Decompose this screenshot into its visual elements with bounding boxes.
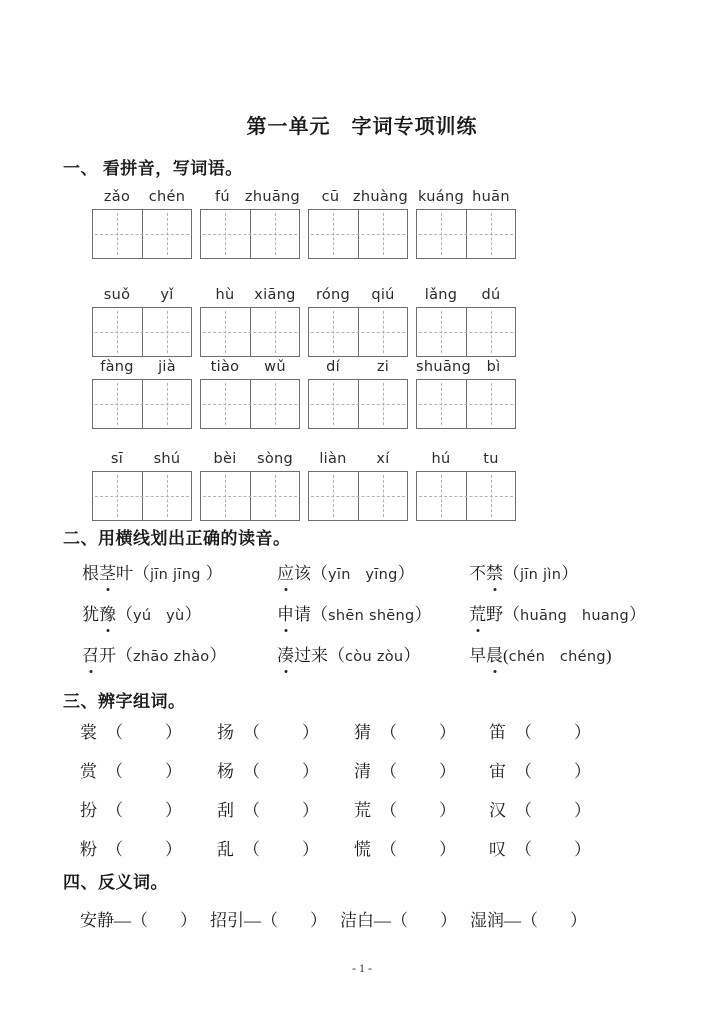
character: 宙 [489, 762, 506, 781]
writing-cell [309, 308, 358, 356]
close-paren: ） [205, 564, 223, 583]
pinyin-syllable: liàn [319, 451, 347, 467]
pronunciation-section [82, 561, 724, 670]
close-paren: ） [439, 801, 456, 820]
character: 裳 [80, 723, 97, 742]
pinyin-writing-group [92, 451, 192, 521]
pinyin-options: yīn yīng [328, 567, 398, 583]
pinyin-syllable: tu [483, 451, 499, 467]
pinyin-options: jīn jìn [520, 567, 562, 583]
antonym-item [210, 908, 327, 934]
dotted-char: 凑 [277, 643, 294, 669]
pinyin-grid-row-1 [92, 189, 724, 259]
pinyin-syllable: hú [431, 451, 451, 467]
pinyin-writing-group [200, 359, 300, 429]
section-2-heading: 二、用横线划出正确的读音。 [63, 529, 291, 548]
char-blank-item [489, 759, 724, 785]
close-paren: ） [165, 801, 182, 820]
close-paren: ) [605, 646, 612, 665]
pinyin-label [200, 287, 300, 307]
pinyin-syllable: xiāng [254, 287, 296, 303]
open-paren: （ [106, 762, 123, 781]
pinyin-syllable: xí [376, 451, 390, 467]
open-paren: （ [515, 762, 532, 781]
pinyin-syllable: fú [215, 189, 230, 205]
character: 粉 [80, 840, 97, 859]
close-paren: ） [165, 762, 182, 781]
character: 荒 [354, 801, 371, 820]
pinyin-syllable: róng [315, 287, 351, 303]
pinyin-syllable: bèi [213, 451, 237, 467]
character: 慌 [354, 840, 371, 859]
char-blank-item [80, 759, 217, 785]
pinyin-label [308, 287, 408, 307]
close-paren: ） [209, 646, 227, 665]
writing-grid [308, 307, 408, 357]
char-blank-item [217, 798, 354, 824]
close-paren: ） [574, 840, 591, 859]
dash: — [114, 911, 131, 930]
writing-cell [417, 308, 466, 356]
pinyin-grid-row-3 [92, 359, 724, 429]
word-text: 开 [99, 646, 116, 665]
open-paren: （ [243, 762, 260, 781]
writing-cell [358, 472, 408, 520]
pinyin-syllable: chén [148, 189, 186, 205]
open-paren: （ [116, 646, 133, 665]
open-paren: （ [515, 723, 532, 742]
pinyin-label [416, 287, 516, 307]
open-paren: （ [515, 840, 532, 859]
pinyin-syllable: huān [472, 189, 510, 205]
writing-grid [200, 307, 300, 357]
pinyin-writing-group [308, 287, 408, 357]
pinyin-writing-group [416, 189, 516, 259]
writing-cell [417, 472, 466, 520]
open-paren: （ [380, 762, 397, 781]
pinyin-label [92, 359, 192, 379]
word-text: 野 [486, 605, 503, 624]
pinyin-writing-group [92, 287, 192, 357]
pinyin-syllable: zhuāng [244, 189, 300, 205]
pronunciation-item [82, 561, 277, 588]
character: 叹 [489, 840, 506, 859]
word: 湿润 [470, 911, 504, 930]
open-paren: （ [521, 911, 538, 930]
pinyin-syllable: lǎng [424, 287, 458, 303]
word-text: 叶 [116, 564, 133, 583]
character: 笛 [489, 723, 506, 742]
writing-cell [250, 210, 300, 258]
character: 扬 [217, 723, 234, 742]
writing-cell [466, 210, 516, 258]
word-text: 早 [469, 646, 486, 665]
close-paren: ） [561, 564, 579, 583]
page-number: - 1 - [352, 961, 372, 975]
pinyin-syllable: zi [376, 359, 390, 375]
close-paren: ） [439, 840, 456, 859]
close-paren: ） [574, 723, 591, 742]
open-paren: （ [380, 840, 397, 859]
pinyin-label [308, 189, 408, 209]
writing-cell [309, 210, 358, 258]
word-text: 该 [294, 564, 311, 583]
open-paren: （ [133, 564, 150, 583]
pronunciation-item [82, 643, 277, 670]
writing-cell [201, 380, 250, 428]
character: 乱 [217, 840, 234, 859]
close-paren: ） [310, 911, 327, 930]
pinyin-syllable: shú [153, 451, 181, 467]
pinyin-writing-group [200, 451, 300, 521]
pinyin-syllable: suǒ [103, 287, 131, 303]
close-paren: ） [440, 911, 457, 930]
open-paren: ( [503, 646, 509, 665]
open-paren: （ [380, 801, 397, 820]
writing-cell [93, 210, 142, 258]
writing-cell [201, 210, 250, 258]
pinyin-options: jīn jīng [150, 567, 206, 583]
character: 杨 [217, 762, 234, 781]
pinyin-syllable: cū [321, 189, 340, 205]
pinyin-syllable: bì [486, 359, 501, 375]
close-paren: ） [629, 605, 647, 624]
pronunciation-item [277, 643, 469, 670]
pinyin-label [416, 189, 516, 209]
pronunciation-item [469, 643, 724, 670]
pinyin-syllable: qiú [371, 287, 395, 303]
pinyin-label [308, 451, 408, 471]
pinyin-writing-group [200, 189, 300, 259]
writing-grid [416, 379, 516, 429]
pinyin-label [200, 359, 300, 379]
char-blank-item [489, 837, 724, 863]
pinyin-label [416, 451, 516, 471]
section-4-heading: 四、反义词。 [63, 873, 168, 892]
pronunciation-item [469, 561, 724, 588]
writing-cell [358, 210, 408, 258]
antonym-item [340, 908, 457, 934]
writing-grid [92, 379, 192, 429]
antonym-section [80, 908, 724, 934]
char-blank-item [354, 798, 489, 824]
character: 扮 [80, 801, 97, 820]
open-paren: （ [243, 801, 260, 820]
open-paren: （ [106, 840, 123, 859]
pronunciation-item [277, 561, 469, 588]
close-paren: ） [439, 762, 456, 781]
open-paren: （ [380, 723, 397, 742]
antonym-item [80, 908, 197, 934]
writing-grid [200, 209, 300, 259]
pinyin-syllable: sī [110, 451, 124, 467]
pinyin-syllable: tiào [210, 359, 240, 375]
char-blank-item [354, 759, 489, 785]
pronunciation-item [469, 602, 724, 629]
pinyin-label [92, 189, 192, 209]
writing-cell [250, 472, 300, 520]
pinyin-syllable: jià [158, 359, 176, 375]
char-blank-item [80, 837, 217, 863]
pinyin-grid-row-2 [92, 287, 724, 357]
writing-cell [417, 380, 466, 428]
writing-grid [200, 471, 300, 521]
writing-cell [201, 472, 250, 520]
writing-cell [466, 308, 516, 356]
pinyin-writing-group [416, 359, 516, 429]
dotted-char: 申 [277, 602, 294, 628]
dash: — [374, 911, 391, 930]
char-blank-item [217, 837, 354, 863]
pinyin-writing-group [308, 451, 408, 521]
word-text: 根 [82, 564, 99, 583]
close-paren: ） [302, 801, 319, 820]
word-text: 过来 [294, 646, 328, 665]
open-paren: （ [243, 840, 260, 859]
pinyin-writing-group [308, 359, 408, 429]
pinyin-syllable: zǎo [103, 189, 131, 205]
word-text: 不 [469, 564, 486, 583]
pinyin-grid-row-4 [92, 451, 724, 521]
pinyin-writing-group [92, 189, 192, 259]
dotted-char: 召 [82, 643, 99, 669]
antonym-item [470, 908, 587, 934]
section-3-heading: 三、辨字组词。 [63, 692, 186, 711]
char-blank-item [80, 720, 217, 746]
writing-cell [201, 308, 250, 356]
pinyin-options: huāng huang [520, 608, 630, 624]
open-paren: （ [328, 646, 345, 665]
open-paren: （ [106, 723, 123, 742]
writing-cell [466, 472, 516, 520]
char-blank-item [217, 759, 354, 785]
pinyin-writing-group [200, 287, 300, 357]
char-blank-item [354, 837, 489, 863]
open-paren: （ [311, 564, 328, 583]
dotted-char: 豫 [99, 602, 116, 628]
writing-cell [142, 308, 192, 356]
writing-grid [416, 307, 516, 357]
word-text: 请 [294, 605, 311, 624]
close-paren: ） [403, 646, 421, 665]
writing-grid [308, 209, 408, 259]
character: 汉 [489, 801, 506, 820]
open-paren: （ [131, 911, 148, 930]
section-1-heading: 一、 看拼音，写词语。 [63, 159, 243, 178]
char-blank-item [489, 798, 724, 824]
close-paren: ） [397, 564, 415, 583]
writing-cell [93, 308, 142, 356]
writing-grid [92, 307, 192, 357]
word-text: 犹 [82, 605, 99, 624]
pinyin-writing-group [92, 359, 192, 429]
close-paren: ） [574, 762, 591, 781]
writing-cell [250, 380, 300, 428]
open-paren: （ [503, 564, 520, 583]
open-paren: （ [243, 723, 260, 742]
close-paren: ） [165, 840, 182, 859]
dotted-char: 茎 [99, 561, 116, 587]
pinyin-syllable: wǔ [264, 359, 286, 375]
open-paren: （ [515, 801, 532, 820]
close-paren: ） [184, 605, 202, 624]
pinyin-options: yú yù [133, 608, 185, 624]
writing-grid [92, 209, 192, 259]
pinyin-syllable: yǐ [160, 287, 174, 303]
writing-grid [308, 471, 408, 521]
open-paren: （ [391, 911, 408, 930]
pinyin-label [416, 359, 516, 379]
word: 洁白 [340, 911, 374, 930]
pronunciation-item [277, 602, 469, 629]
pinyin-syllable: zhuàng [352, 189, 408, 205]
open-paren: （ [261, 911, 278, 930]
writing-cell [93, 472, 142, 520]
open-paren: （ [106, 801, 123, 820]
writing-grid [200, 379, 300, 429]
close-paren: ） [302, 762, 319, 781]
writing-cell [309, 472, 358, 520]
close-paren: ） [165, 723, 182, 742]
open-paren: （ [311, 605, 328, 624]
pinyin-options: còu zòu [345, 649, 404, 665]
writing-cell [142, 472, 192, 520]
pinyin-label [200, 189, 300, 209]
writing-cell [466, 380, 516, 428]
writing-cell [309, 380, 358, 428]
char-blank-item [217, 720, 354, 746]
pinyin-syllable: hù [215, 287, 235, 303]
writing-grid [92, 471, 192, 521]
dotted-char: 荒 [469, 602, 486, 628]
pinyin-syllable: dí [326, 359, 340, 375]
char-word-section [80, 720, 724, 863]
word: 安静 [80, 911, 114, 930]
close-paren: ） [302, 723, 319, 742]
pinyin-syllable: fàng [100, 359, 134, 375]
open-paren: （ [503, 605, 520, 624]
dotted-char: 应 [277, 561, 294, 587]
writing-cell [250, 308, 300, 356]
writing-grid [416, 471, 516, 521]
pinyin-label [308, 359, 408, 379]
dash: — [244, 911, 261, 930]
writing-grid [416, 209, 516, 259]
pinyin-options: shēn shēng [328, 608, 415, 624]
pinyin-syllable: sòng [256, 451, 294, 467]
pronunciation-item [82, 602, 277, 629]
pinyin-label [92, 287, 192, 307]
character: 赏 [80, 762, 97, 781]
writing-cell [93, 380, 142, 428]
dotted-char: 禁 [486, 561, 503, 587]
char-blank-item [489, 720, 724, 746]
character: 刮 [217, 801, 234, 820]
pinyin-syllable: kuáng [418, 189, 464, 205]
close-paren: ） [574, 801, 591, 820]
dash: — [504, 911, 521, 930]
word: 招引 [210, 911, 244, 930]
close-paren: ） [414, 605, 432, 624]
char-blank-item [80, 798, 217, 824]
writing-cell [358, 380, 408, 428]
pinyin-options: chén chéng [508, 649, 606, 665]
close-paren: ） [439, 723, 456, 742]
writing-cell [142, 210, 192, 258]
writing-cell [142, 380, 192, 428]
pinyin-syllable: shuāng [416, 359, 472, 375]
pinyin-options: zhāo zhào [133, 649, 210, 665]
character: 清 [354, 762, 371, 781]
worksheet-title: 第一单元 字词专项训练 [246, 116, 478, 138]
writing-cell [417, 210, 466, 258]
close-paren: ） [302, 840, 319, 859]
dotted-char: 晨 [486, 643, 503, 669]
pinyin-writing-group [308, 189, 408, 259]
pinyin-label [200, 451, 300, 471]
character: 猜 [354, 723, 371, 742]
pinyin-writing-group [416, 451, 516, 521]
pinyin-writing-group [416, 287, 516, 357]
char-blank-item [354, 720, 489, 746]
close-paren: ） [180, 911, 197, 930]
pinyin-label [92, 451, 192, 471]
pinyin-syllable: dú [481, 287, 501, 303]
close-paren: ） [570, 911, 587, 930]
writing-cell [358, 308, 408, 356]
open-paren: （ [116, 605, 133, 624]
writing-grid [308, 379, 408, 429]
